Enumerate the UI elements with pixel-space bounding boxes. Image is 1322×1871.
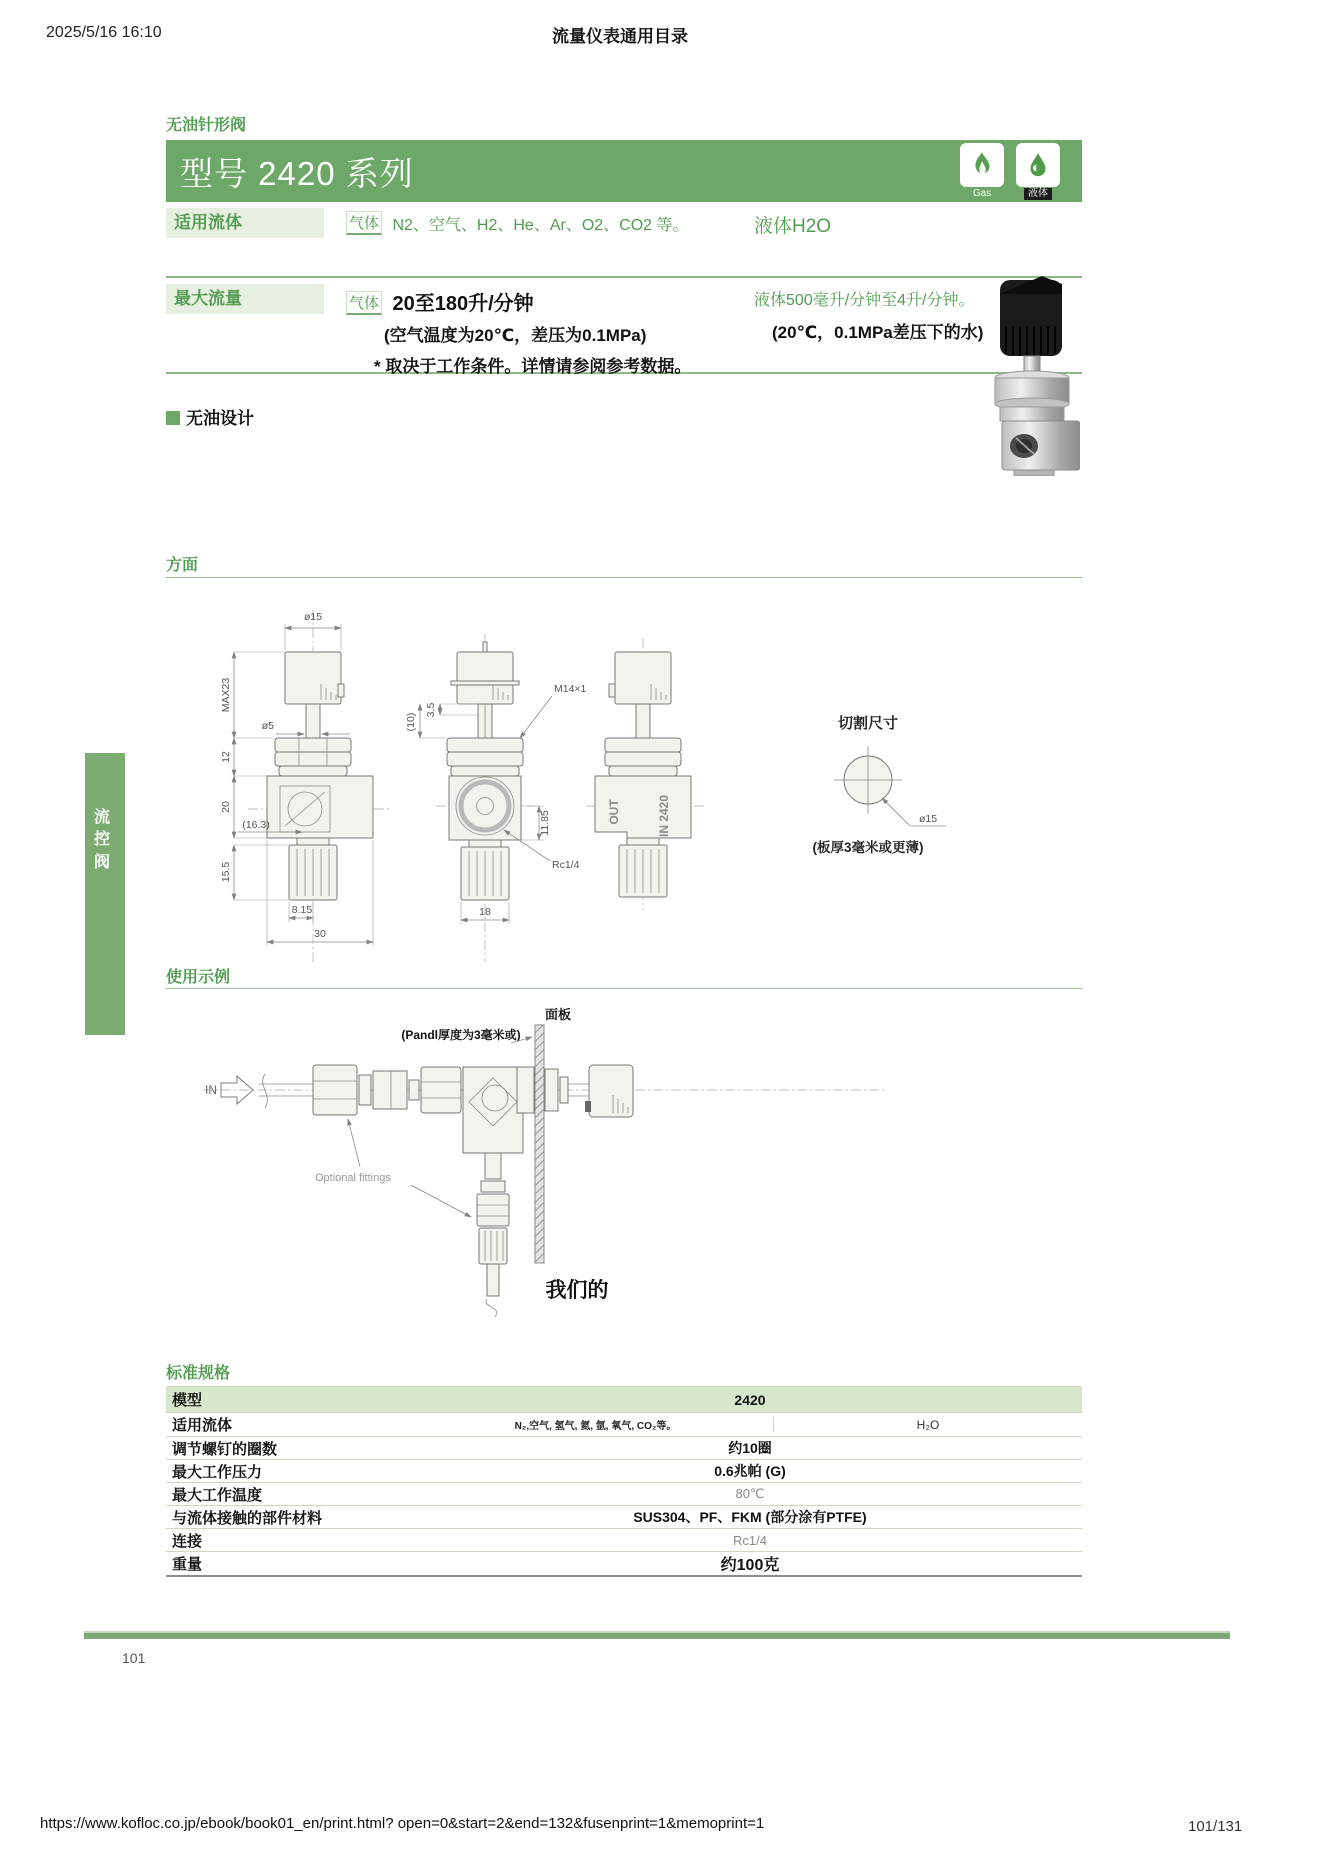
liquid-flow-range: 500毫升/分钟至4升/分钟。 (786, 292, 975, 309)
dim-1185: 11.85 (539, 810, 551, 836)
spec-table (166, 1386, 1082, 1577)
dim-rc14: Rc1/4 (552, 859, 580, 871)
spec-row-model (166, 1386, 1082, 1412)
dim-20: 20 (220, 801, 232, 813)
dim-stem-dia: ø5 (261, 720, 274, 732)
usage-example-diagram (165, 995, 925, 1325)
product-title: 型号 2420 系列 (180, 154, 414, 192)
feature-item (166, 404, 254, 429)
dim-155: 15.5 (220, 861, 232, 883)
product-category: 无油针形阀 (166, 117, 247, 134)
overview-table (166, 202, 1082, 374)
spec-label: 连接 (172, 1532, 203, 1550)
page-number: 101 (122, 1650, 146, 1666)
dim-max23: MAX23 (220, 677, 232, 713)
spec-row (166, 1505, 1082, 1528)
usage-section-title: 使用示例 (166, 969, 231, 986)
dim-35: 3.5 (425, 702, 437, 718)
gas-flow-range: 20至180升/分钟 (392, 293, 534, 315)
spec-row (166, 1459, 1082, 1482)
spec-value: Rc1/4 (733, 1532, 767, 1548)
applicable-fluid-row (166, 202, 1082, 278)
dim-30: 30 (314, 928, 326, 940)
spec-fluid-gas: N₂,空气, 氢气, 氦, 氩, 氧气, CO₂等。 (514, 1421, 677, 1432)
spec-row-fluid (166, 1412, 1082, 1436)
sidebar-tab-label: 流控阀 (94, 809, 111, 871)
bullet-square-icon (166, 411, 180, 425)
spec-value: 2420 (734, 1391, 766, 1408)
spec-fluid-liquid: H₂O (773, 1417, 1082, 1432)
feature-label: 无油设计 (186, 409, 254, 428)
spec-value: 约100克 (720, 1557, 780, 1574)
gas-tag: 气体 (346, 211, 382, 235)
dim-815: 8.15 (291, 904, 313, 916)
port-out-label: OUT (607, 799, 621, 825)
footer-divider-bar (84, 1631, 1230, 1639)
dim-m14: M14×1 (554, 683, 587, 695)
gas-flow-condition: (空气温度为20℃，差压为0.1MPa) (384, 326, 647, 345)
spec-label: 最大工作温度 (172, 1486, 263, 1504)
spec-value: 约10圈 (728, 1440, 772, 1456)
gas-flame-icon (960, 143, 1004, 187)
gas-fluid-list: N2、空气、H2、He、Ar、O2、CO2 等。 (392, 217, 689, 234)
spec-value: 80℃ (735, 1486, 765, 1501)
gas-badge (958, 143, 1006, 200)
liquid-drop-icon (1016, 143, 1060, 187)
spec-section-title: 标准规格 (166, 1365, 231, 1382)
spec-row (166, 1482, 1082, 1505)
gas-flow-note: * 取决于工作条件。详情请参阅参考数据。 (374, 357, 692, 376)
footer-url: https://www.kofloc.co.jp/ebook/book01_en/print.html? open=0&start=2&end=132&fusenprint=1&memoprint=1 (40, 1815, 765, 1832)
spec-row (166, 1436, 1082, 1459)
spec-value: 0.6兆帕 (G) (714, 1463, 786, 1479)
spec-label: 模型 (172, 1392, 203, 1409)
dim-18: 18 (479, 906, 491, 918)
liquid-badge (1014, 143, 1062, 200)
max-flow-label: 最大流量 (166, 284, 324, 314)
cutting-dia: ø15 (918, 813, 938, 825)
cutting-title: 切割尺寸 (837, 715, 899, 732)
fluid-badges (958, 143, 1062, 200)
gas-tag: 气体 (346, 291, 382, 315)
document-title: 流量仪表通用目录 (552, 27, 688, 46)
gas-badge-label: Gas (972, 187, 992, 199)
spec-label: 与流体接触的部件材料 (172, 1509, 323, 1527)
spec-value: SUS304、PF、FKM (部分涂有PTFE) (633, 1509, 867, 1525)
page-indicator: 101/131 (1188, 1818, 1243, 1835)
liquid-fluid-value: 液体H2O (754, 216, 832, 237)
product-title-banner (166, 140, 1082, 202)
spec-label: 重量 (172, 1556, 203, 1573)
optional-fittings-label: Optional fittings (315, 1172, 391, 1184)
spec-label: 适用流体 (172, 1417, 233, 1434)
liquid-badge-label: 液体 (1024, 188, 1052, 200)
dimensions-section-title: 方面 (166, 557, 199, 574)
dim-knob-dia: ø15 (303, 611, 323, 623)
print-datetime: 2025/5/16 16:10 (46, 24, 162, 41)
spec-label: 最大工作压力 (172, 1463, 263, 1481)
spec-label: 调节螺钉的圈数 (172, 1440, 278, 1458)
product-photo (986, 270, 1080, 476)
applicable-fluid-label: 适用流体 (166, 208, 324, 238)
spec-row (166, 1528, 1082, 1551)
cutting-note: (板厚3毫米或更薄) (812, 840, 924, 855)
usage-caption: 我们的 (545, 1279, 609, 1302)
dim-12: 12 (220, 751, 232, 763)
in-flow-label: IN (205, 1083, 217, 1097)
dimension-drawings (168, 580, 1084, 980)
dim-163: (16.3) (242, 819, 270, 831)
liquid-flow-condition: (20℃，0.1MPa差压下的水) (772, 323, 984, 342)
spec-row (166, 1551, 1082, 1575)
sidebar-tab-flow-control-valve (85, 753, 125, 1035)
section-divider (166, 988, 1082, 989)
section-divider (166, 577, 1082, 578)
dim-10: (10) (405, 712, 417, 732)
panel-thickness-label: (Pandl厚度为3毫米或) (401, 1028, 521, 1042)
port-in-label: IN 2420 (657, 794, 671, 838)
liquid-tag: 液体 (754, 292, 787, 309)
max-flow-row (166, 278, 1082, 374)
panel-label: 面板 (544, 1007, 572, 1022)
